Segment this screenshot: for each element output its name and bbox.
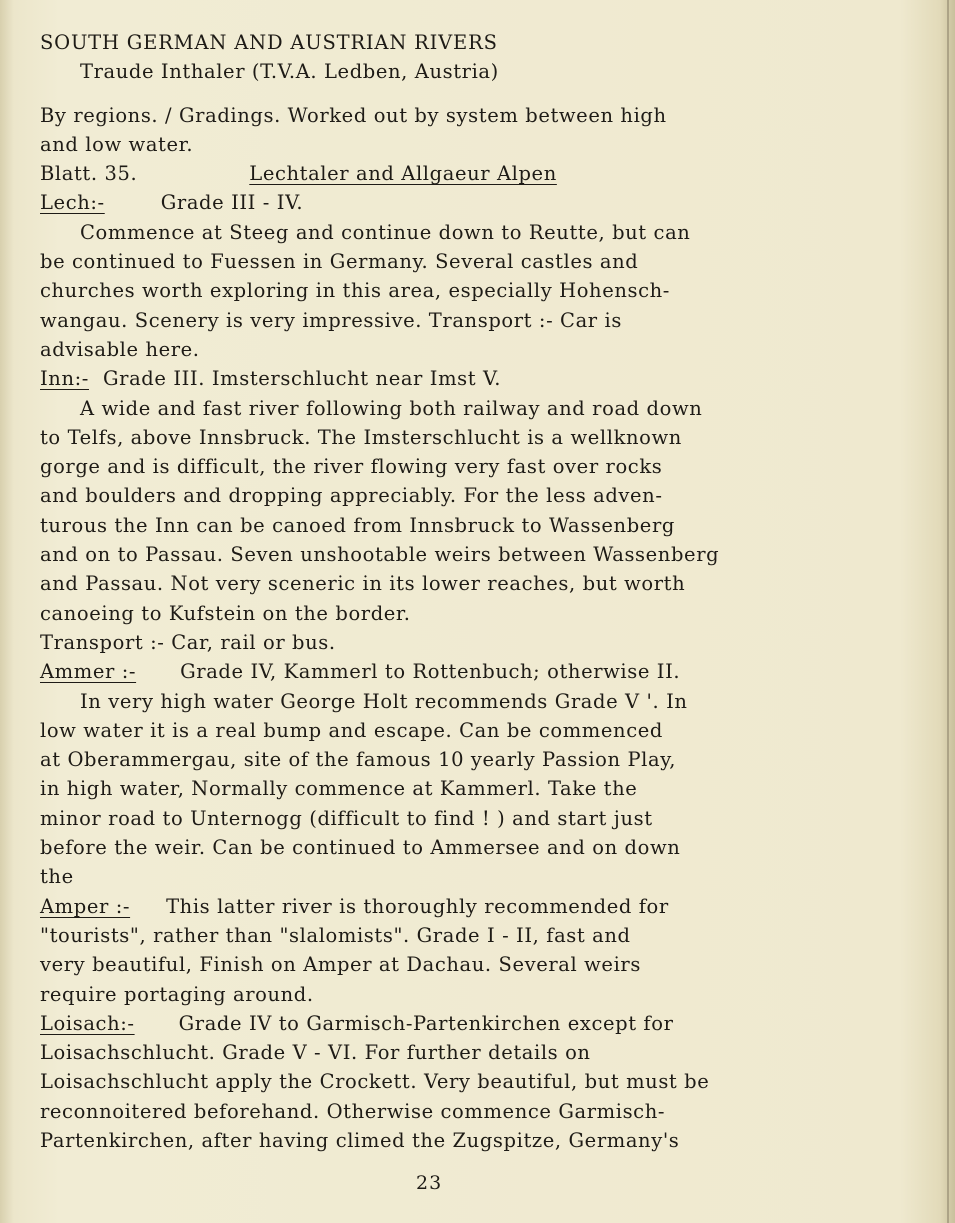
paragraph-line: require portaging around. xyxy=(40,982,314,1006)
intro-line: By regions. / Gradings. Worked out by system between high xyxy=(40,103,667,127)
river-heading-amper xyxy=(40,892,900,921)
paragraph-line: before the weir. Can be continued to Ammersee and on down xyxy=(40,836,681,860)
author-line: Traude Inthaler (T.V.A. Ledben, Austria) xyxy=(80,60,499,84)
page-edge xyxy=(947,0,949,1223)
sheet-label: Blatt. 35. xyxy=(40,162,138,186)
paragraph-line: gorge and is difficult, the river flowing very fast over rocks xyxy=(40,455,663,479)
page-text xyxy=(40,28,900,1155)
paragraph-line: advisable here. xyxy=(40,337,200,361)
paragraph-line: minor road to Unternogg (difficult to find ! ) and start just xyxy=(40,806,653,830)
paragraph-line: be continued to Fuessen in Germany. Several castles and xyxy=(40,250,639,274)
paragraph-line: in high water, Normally commence at Kammerl. Take the xyxy=(40,777,638,801)
paragraph-line: Loisachschlucht. Grade V - VI. For further details on xyxy=(40,1041,591,1065)
page-number: 23 xyxy=(416,1172,443,1194)
paragraph-line: very beautiful, Finish on Amper at Dachau. Several weirs xyxy=(40,953,641,977)
river-name: Loisach:- xyxy=(40,1011,135,1035)
river-name: Ammer :- xyxy=(40,660,137,684)
river-first-line: This latter river is thoroughly recommended for xyxy=(166,894,669,918)
paragraph-line: wangau. Scenery is very impressive. Transport :- Car is xyxy=(40,308,622,332)
paragraph-line: and Passau. Not very sceneric in its lower reaches, but worth xyxy=(40,572,686,596)
paragraph-line: at Oberammergau, site of the famous 10 yearly Passion Play, xyxy=(40,748,677,772)
paragraph-line: the xyxy=(40,865,74,889)
sheet-line xyxy=(40,159,900,188)
river-grade: Grade IV, Kammerl to Rottenbuch; otherwise II. xyxy=(180,660,681,684)
river-heading-loisach xyxy=(40,1009,900,1038)
paragraph-line: and boulders and dropping appreciably. For the less adven- xyxy=(40,484,663,508)
river-grade: Grade III - IV. xyxy=(160,191,304,215)
region-heading: Lechtaler and Allgaeur Alpen xyxy=(249,162,557,186)
paragraph-line: Transport :- Car, rail or bus. xyxy=(40,630,336,654)
paragraph-line: to Telfs, above Innsbruck. The Imsterschlucht is a wellknown xyxy=(40,425,682,449)
paragraph-line: churches worth exploring in this area, especially Hohensch- xyxy=(40,279,670,303)
paragraph-line: "tourists", rather than "slalomists". Grade I - II, fast and xyxy=(40,923,631,947)
paragraph-line: canoeing to Kufstein on the border. xyxy=(40,601,411,625)
paragraph-line: Partenkirchen, after having climed the Zugspitze, Germany's xyxy=(40,1128,680,1152)
paragraph-line: Commence at Steeg and continue down to Reutte, but can xyxy=(80,220,691,244)
river-name: Amper :- xyxy=(40,894,131,918)
river-heading-inn xyxy=(40,364,900,393)
paragraph-line: A wide and fast river following both railway and road down xyxy=(80,396,703,420)
page-title: SOUTH GERMAN AND AUSTRIAN RIVERS xyxy=(40,31,498,54)
paragraph-line: In very high water George Holt recommends Grade V '. In xyxy=(80,689,688,713)
paragraph-line: turous the Inn can be canoed from Innsbruck to Wassenberg xyxy=(40,513,675,537)
paragraph-line: reconnoitered beforehand. Otherwise commence Garmisch- xyxy=(40,1099,666,1123)
river-grade: Grade III. Imsterschlucht near Imst V. xyxy=(102,367,502,391)
river-heading-ammer xyxy=(40,657,900,686)
paragraph-line: low water it is a real bump and escape. Can be commenced xyxy=(40,718,663,742)
river-first-line: Grade IV to Garmisch-Partenkirchen except for xyxy=(178,1011,674,1035)
intro-line: and low water. xyxy=(40,132,194,156)
paragraph-line: and on to Passau. Seven unshootable weirs between Wassenberg xyxy=(40,543,720,567)
paragraph-line: Loisachschlucht apply the Crockett. Very beautiful, but must be xyxy=(40,1070,710,1094)
river-name: Lech:- xyxy=(40,191,105,215)
river-heading-lech xyxy=(40,188,900,217)
river-name: Inn:- xyxy=(40,367,89,391)
